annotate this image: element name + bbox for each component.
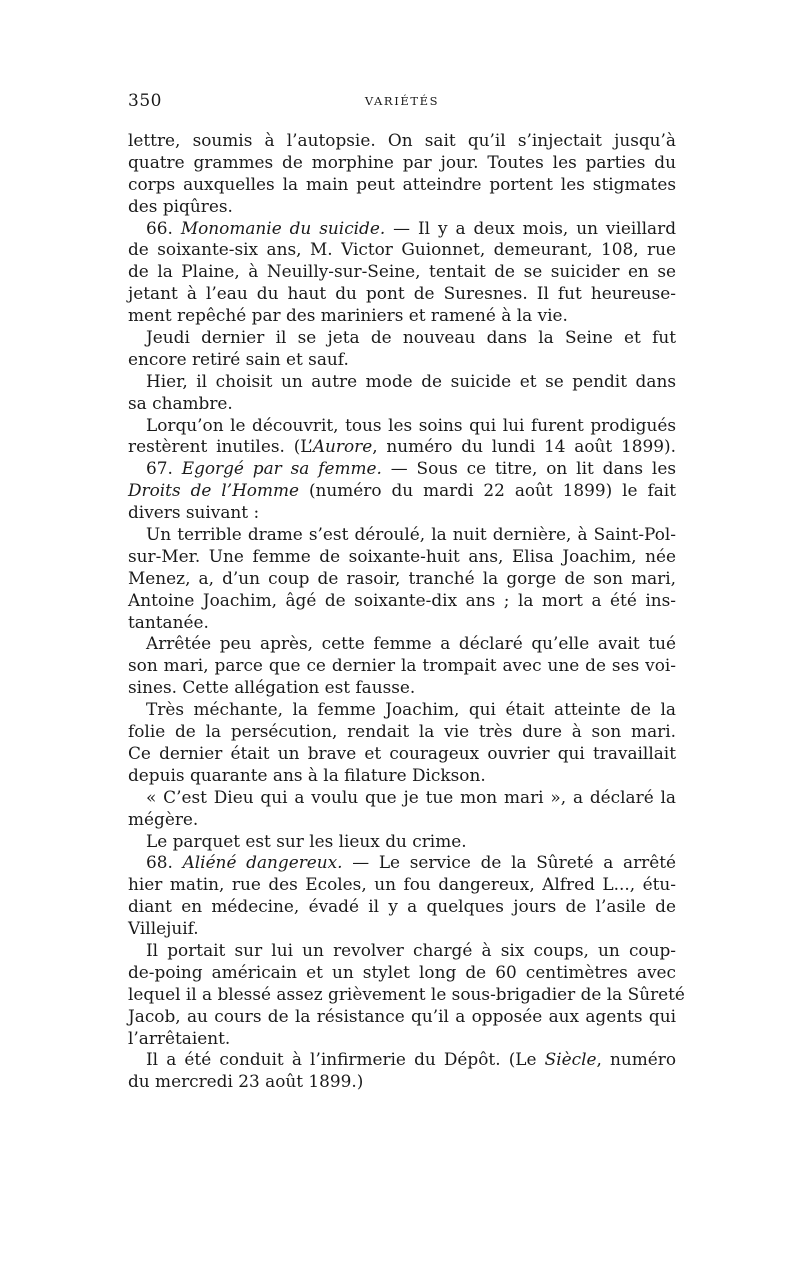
text-line — [128, 1028, 676, 1050]
text-line — [128, 196, 676, 218]
line-text: 66. — [146, 217, 181, 238]
line-text: divers suivant : — [128, 502, 260, 523]
page-body — [128, 130, 685, 1093]
text-line — [128, 655, 676, 677]
italic-text: Aurore — [312, 436, 373, 457]
text-line — [128, 831, 676, 853]
text-line — [128, 787, 676, 809]
text-line — [128, 743, 676, 765]
line-text: , numéro — [596, 1049, 676, 1070]
text-line — [128, 174, 676, 196]
text-line — [128, 809, 676, 831]
line-text: de soixante-six ans, M. Victor Guionnet, demeurant, 108, rue — [128, 239, 676, 260]
line-text: Menez, a, d’un coup de rasoir, tranché la gorge de son mari, — [128, 567, 676, 588]
italic-text: Siècle — [544, 1049, 597, 1070]
text-line — [128, 983, 685, 1006]
line-text: Ce dernier était un brave et courageux ouvrier qui travaillait — [128, 742, 676, 763]
text-line — [128, 1049, 676, 1071]
line-text: diant en médecine, évadé il y a quelques jours de l’asile de — [128, 896, 676, 917]
line-text: Très méchante, la femme Joachim, qui était atteinte de la — [146, 699, 676, 720]
text-line — [128, 962, 676, 984]
line-text: Le parquet est sur les lieux du crime. — [146, 830, 467, 851]
line-text: Villejuif. — [128, 918, 199, 939]
italic-text: Aliéné dangereux. — [182, 852, 343, 873]
line-text: Antoine Joachim, âgé de soixante-dix ans ; la mort a été ins- — [128, 589, 676, 610]
text-line — [128, 874, 676, 896]
line-text: Jacob, au cours de la résistance qu’il a opposée aux agents qui — [128, 1005, 676, 1026]
line-text: 67. — [146, 458, 182, 479]
line-text: , numéro du lundi 14 août 1899). — [372, 436, 676, 457]
text-line — [128, 502, 676, 524]
italic-text: Droits de l’Homme — [128, 480, 300, 501]
text-line — [128, 393, 676, 415]
line-text: Lorqu’on le découvrit, tous les soins qui lui furent prodigués — [146, 414, 676, 435]
line-text: de la Plaine, à Neuilly-sur-Seine, tentait de se suicider en se — [128, 261, 676, 282]
line-text: sur-Mer. Une femme de soixante-huit ans, Elisa Joachim, née — [128, 545, 676, 566]
line-text: — Le service de la Sûreté a arrêté — [342, 852, 676, 873]
line-text: lequel il a blessé assez grièvement le sous-brigadier de la Sûreté — [128, 983, 685, 1004]
page-header — [128, 91, 676, 117]
page-number: 350 — [128, 91, 162, 111]
text-line — [128, 152, 676, 174]
line-text: corps auxquelles la main peut atteindre portent les stigmates — [128, 173, 676, 194]
line-text: lettre, soumis à l’autopsie. On sait qu’il s’injectait jusqu’à — [128, 130, 676, 150]
text-line — [128, 1071, 676, 1093]
text-line — [128, 327, 676, 349]
text-line — [128, 283, 676, 305]
line-text: du mercredi 23 août 1899.) — [128, 1071, 364, 1092]
line-text: sines. Cette allégation est fausse. — [128, 677, 416, 698]
line-text: quatre grammes de morphine par jour. Toutes les parties du — [128, 151, 676, 172]
line-text: Hier, il choisit un autre mode de suicide et se pendit dans — [146, 370, 676, 391]
line-text: de-poing américain et un stylet long de 60 centimètres avec — [128, 961, 676, 982]
text-line — [128, 349, 676, 371]
text-line — [128, 371, 676, 393]
line-text: 68. — [146, 852, 183, 873]
text-line — [128, 239, 676, 261]
text-line — [128, 765, 676, 787]
text-line — [128, 546, 676, 568]
text-line — [128, 918, 676, 940]
text-line — [128, 612, 676, 634]
text-line — [128, 218, 676, 240]
italic-text: Egorgé par sa femme. — [181, 458, 382, 479]
text-line — [128, 480, 676, 502]
line-text: des piqûres. — [128, 195, 233, 216]
text-line — [128, 590, 676, 612]
line-text: « C’est Dieu qui a voulu que je tue mon mari », a déclaré la — [146, 786, 676, 807]
text-line — [128, 305, 676, 327]
text-line — [128, 458, 676, 480]
text-line — [128, 524, 676, 546]
running-head: VARIÉTÉS — [364, 94, 440, 108]
text-line — [128, 677, 676, 699]
line-text: (numéro du mardi 22 août 1899) le fait — [299, 480, 676, 501]
line-text: hier matin, rue des Ecoles, un fou dangereux, Alfred L..., étu- — [128, 874, 676, 895]
text-line — [128, 852, 676, 874]
line-text: restèrent inutiles. (L’ — [128, 436, 313, 457]
text-line — [128, 896, 676, 918]
line-text: Un terrible drame s’est déroulé, la nuit dernière, à Saint-Pol- — [146, 524, 676, 545]
line-text: folie de la persécution, rendait la vie très dure à son mari. — [128, 721, 676, 742]
line-text: Il a été conduit à l’infirmerie du Dépôt. (Le — [146, 1049, 545, 1070]
line-text: encore retiré sain et sauf. — [128, 348, 349, 369]
text-line — [128, 568, 676, 590]
text-line — [128, 261, 676, 283]
line-text: son mari, parce que ce dernier la trompait avec une de ses voi- — [128, 655, 676, 676]
text-line — [128, 436, 676, 458]
text-line — [128, 721, 676, 743]
text-line — [128, 633, 676, 655]
italic-text: Monomanie du suicide. — [180, 217, 386, 238]
line-text: jetant à l’eau du haut du pont de Suresnes. Il fut heureuse- — [128, 283, 676, 304]
line-text: l’arrêtaient. — [128, 1027, 231, 1048]
line-text: depuis quarante ans à la filature Dickson. — [128, 764, 486, 785]
line-text: Jeudi dernier il se jeta de nouveau dans la Seine et fut — [146, 327, 676, 348]
text-line — [128, 940, 676, 962]
line-text: ment repêché par des mariniers et ramené à la vie. — [128, 305, 568, 326]
line-text: tantanée. — [128, 611, 209, 632]
text-line — [128, 699, 676, 721]
line-text: — Il y a deux mois, un vieillard — [385, 217, 677, 238]
text-line — [128, 1006, 676, 1028]
line-text: Il portait sur lui un revolver chargé à six coups, un coup- — [146, 939, 676, 960]
line-text: sa chambre. — [128, 392, 233, 413]
text-line — [128, 415, 676, 437]
line-text: — Sous ce titre, on lit dans les — [381, 458, 676, 479]
line-text: mégère. — [128, 808, 199, 829]
line-text: Arrêtée peu après, cette femme a déclaré qu’elle avait tué — [146, 633, 676, 654]
text-line — [128, 130, 676, 152]
